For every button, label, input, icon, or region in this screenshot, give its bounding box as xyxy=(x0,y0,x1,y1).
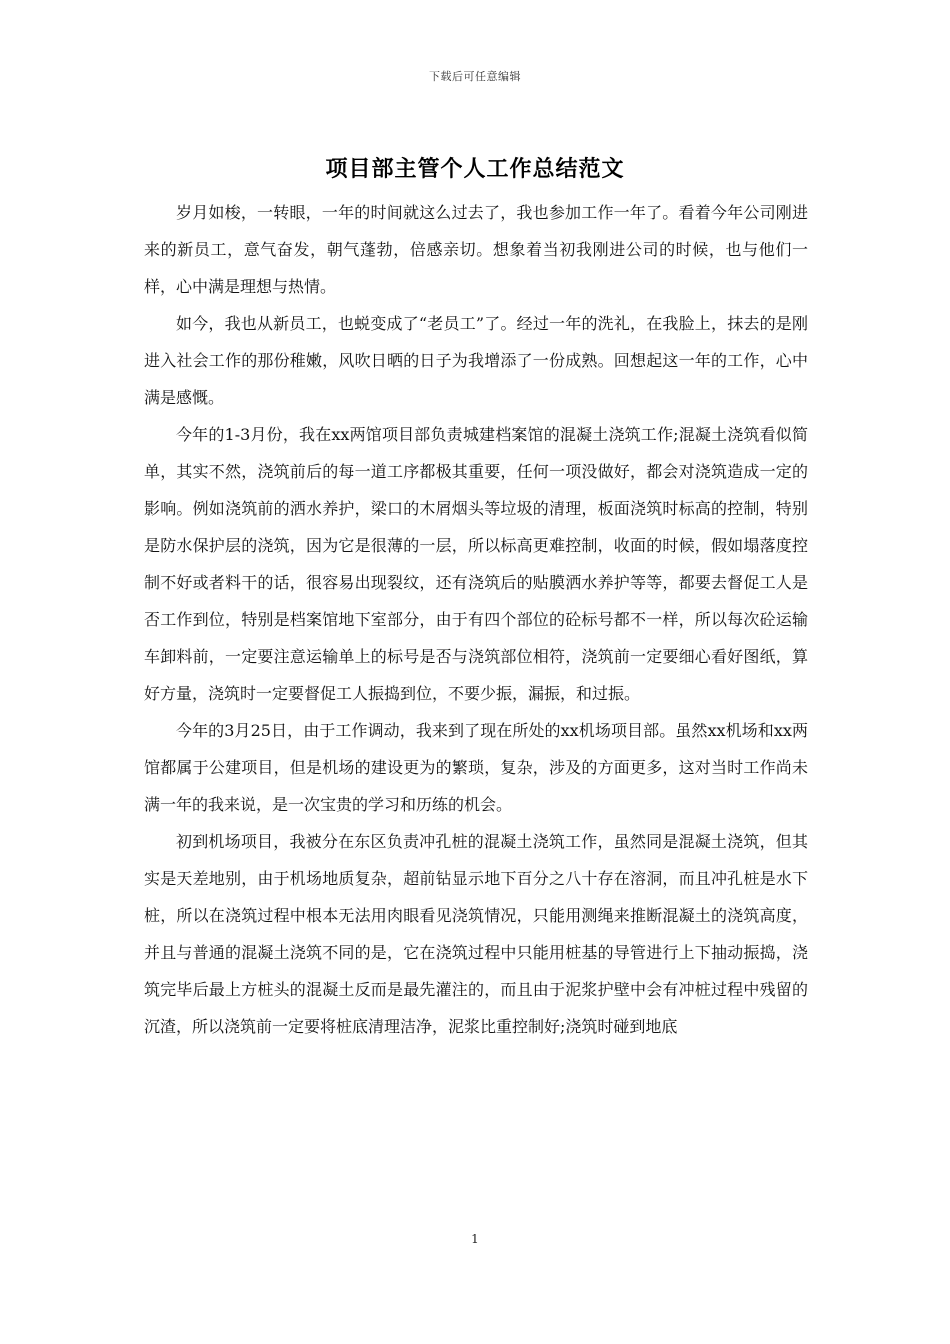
document-title: 项目部主管个人工作总结范文 xyxy=(325,157,625,182)
paragraph: 如今，我也从新员工，也蜕变成了“老员工”了。经过一年的洗礼，在我脸上，抹去的是刚进入社会工作的那份稚嫩，风吹日晒的日子为我增添了一份成熟。回想起这一年的工作，心中满是感慨。 xyxy=(144,314,808,407)
page-number: 1 xyxy=(471,1232,479,1246)
paragraph: 岁月如梭，一转眼，一年的时间就这么过去了，我也参加工作一年了。看着今年公司刚进来的新员工，意气奋发，朝气蓬勃，倍感亲切。想象着当初我刚进公司的时候，也与他们一样，心中满是理想与热情。 xyxy=(144,203,808,296)
paragraph: 今年的1-3月份，我在xx两馆项目部负责城建档案馆的混凝土浇筑工作;混凝土浇筑看似简单，其实不然，浇筑前后的每一道工序都极其重要，任何一项没做好，都会对浇筑造成一定的影响。例如浇筑前的洒水养护，梁口的木屑烟头等垃圾的清理，板面浇筑时标高的控制，特别是防水保护层的浇筑，因为它是很薄的一层，所以标高更难控制，收面的时候，假如塌落度控制不好或者料干的话，很容易出现裂纹，还有浇筑后的贴膜洒水养护等等，都要去督促工人是否工作到位，特别是档案馆地下室部分，由于有四个部位的砼标号都不一样，所以每次砼运输车卸料前，一定要注意运输单上的标号是否与浇筑部位相符，浇筑前一定要细心看好图纸，算好方量，浇筑时一定要督促工人振捣到位，不要少振，漏振，和过振。 xyxy=(144,425,808,703)
paragraph: 今年的3月25日，由于工作调动，我来到了现在所处的xx机场项目部。虽然xx机场和xx两馆都属于公建项目，但是机场的建设更为的繁琐，复杂，涉及的方面更多，这对当时工作尚未满一年的我来说，是一次宝贵的学习和历练的机会。 xyxy=(144,721,808,814)
document-body xyxy=(144,194,808,1045)
page-header: 下载后可任意编辑 xyxy=(429,70,521,83)
paragraph: 初到机场项目，我被分在东区负责冲孔桩的混凝土浇筑工作，虽然同是混凝土浇筑，但其实是天差地别，由于机场地质复杂，超前钻显示地下百分之八十存在溶洞，而且冲孔桩是水下桩，所以在浇筑过程中根本无法用肉眼看见浇筑情况，只能用测绳来推断混凝土的浇筑高度，并且与普通的混凝土浇筑不同的是，它在浇筑过程中只能用桩基的导管进行上下抽动振捣，浇筑完毕后最上方桩头的混凝土反而是最先灌注的，而且由于泥浆护壁中会有冲桩过程中残留的沉渣，所以浇筑前一定要将桩底清理洁净，泥浆比重控制好;浇筑时碰到地底 xyxy=(144,832,808,1036)
